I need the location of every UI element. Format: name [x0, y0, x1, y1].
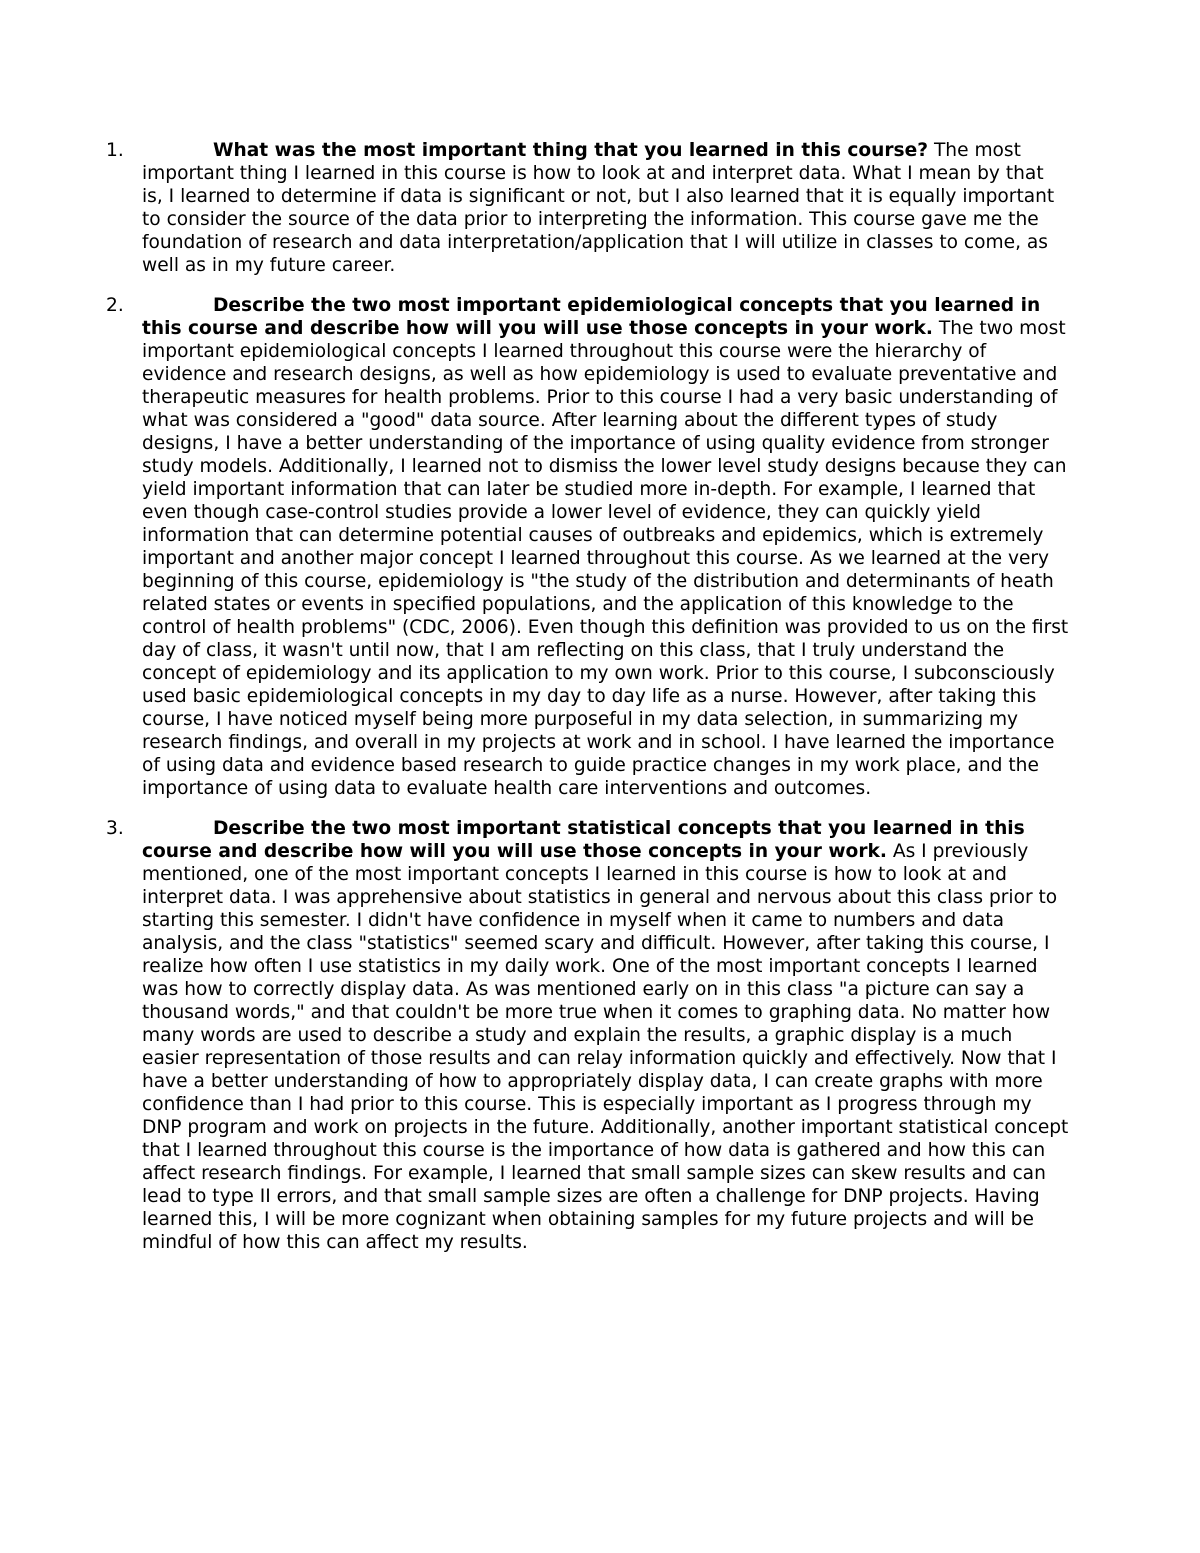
question-item-1 [0, 139, 1200, 277]
question-title: Describe the two most important statistical concepts that you learned in this course and describe how will you will use those concepts in your work. [142, 818, 1025, 862]
answer-text: The most important thing I learned in this course is how to look at and interpret data. What I mean by that is, I learned to determine if data is significant or not, but I also learned that it is equally important to consider the source of the data prior to interpreting the information. This course gave me the foundation of research and data interpretation/application that I will utilize in classes to come, as well as in my future career. [142, 140, 1055, 276]
question-title: What was the most important thing that you learned in this course? [213, 140, 929, 161]
question-number: 2. [106, 295, 124, 316]
question-item-3 [0, 817, 1200, 1254]
question-list [0, 139, 1200, 1271]
answer-text: As I previously mentioned, one of the most important concepts I learned in this course is how to look at and interpret data. I was apprehensive about statistics in general and nervous about this class prior to starting this semester. I didn't have confidence in myself when it came to numbers and data analysis, and the class "statistics" seemed scary and difficult. However, after taking this course, I realize how often I use statistics in my daily work. One of the most important concepts I learned was how to correctly display data. As was mentioned early on in this class "a picture can say a thousand words," and that couldn't be more true when it comes to graphing data. No matter how many words are used to describe a study and explain the results, a graphic display is a much easier representation of those results and can relay information quickly and effectively. Now that I have a better understanding of how to appropriately display data, I can create graphs with more confidence than I had prior to this course. This is especially important as I progress through my DNP program and work on projects in the future. Additionally, another important statistical concept that I learned throughout this course is the importance of how data is gathered and how this can affect research findings. For example, I learned that small sample sizes can skew results and can lead to type II errors, and that small sample sizes are often a challenge for DNP projects. Having learned this, I will be more cognizant when obtaining samples for my future projects and will be mindful of how this can affect my results. [142, 841, 1069, 1253]
question-title: Describe the two most important epidemiological concepts that you learned in this course and describe how will you will use those concepts in your work. [142, 295, 1041, 339]
question-body [142, 817, 1070, 1254]
question-number: 1. [106, 140, 124, 161]
question-body [142, 294, 1070, 800]
question-item-2 [0, 294, 1200, 800]
question-body [142, 139, 1070, 277]
answer-text: The two most important epidemiological concepts I learned throughout this course were the hierarchy of evidence and research designs, as well as how epidemiology is used to evaluate preventative and therapeutic measures for health problems. Prior to this course I had a very basic understanding of what was considered a "good" data source. After learning about the different types of study designs, I have a better understanding of the importance of using quality evidence from stronger study models. Additionally, I learned not to dismiss the lower level study designs because they can yield important information that can later be studied more in-depth. For example, I learned that even though case-control studies provide a lower level of evidence, they can quickly yield information that can determine potential causes of outbreaks and epidemics, which is extremely important and another major concept I learned throughout this course. As we learned at the very beginning of this course, epidemiology is "the study of the distribution and determinants of heath related states or events in specified populations, and the application of this knowledge to the control of health problems" (CDC, 2006). Even though this definition was provided to us on the first day of class, it wasn't until now, that I am reflecting on this class, that I truly understand the concept of epidemiology and its application to my own work. Prior to this course, I subconsciously used basic epidemiological concepts in my day to day life as a nurse. However, after taking this course, I have noticed myself being more purposeful in my data selection, in summarizing my research findings, and overall in my projects at work and in school. I have learned the importance of using data and evidence based research to guide practice changes in my work place, and the importance of using data to evaluate health care interventions and outcomes. [142, 318, 1069, 799]
question-number: 3. [106, 818, 124, 839]
